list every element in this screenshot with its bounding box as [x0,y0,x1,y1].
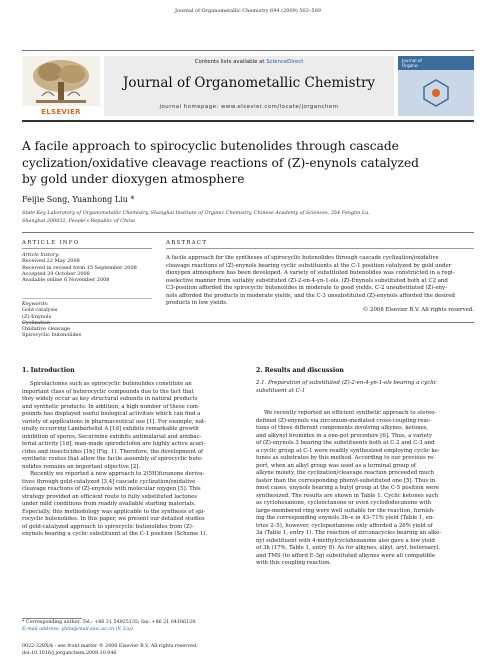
article-info-heading: ARTICLE INFO [22,240,80,246]
body-line: enynols bearing a cyclic substituent at the C-1 position (Scheme 1). [22,531,208,537]
cover-molecule-graphic [416,78,456,108]
journal-reference: Journal of Organometallic Chemistry 694 (2009) 502–509 [175,8,321,14]
abstract-line: C3-position afforded the spirocyclic butenolides in moderate to good yields. C-2 unsubstituted (Z)-eny- [166,285,447,291]
keyword: Gold catalysis [22,307,58,314]
body-line: pounds has displayed useful biological activities which can find a [22,411,201,417]
header-top-rule [22,50,474,51]
body-line: We recently reported an efficient synthetic approach to stereo- [264,410,437,416]
section-rule [22,232,474,233]
body-line: as cyclohexanone, cyclooctanone or even cyclododecanone with [256,500,432,506]
contents-prefix: Contents lists available at [194,59,267,65]
body-line: ing the corresponding enynols 3b–e in 43–71% yield (Table 1, en- [256,515,435,521]
body-line: of 3h (17%, Table 1, entry 8). As for alkynes, alkyl, aryl, heteroaryl, [256,545,441,551]
title-line: cyclization/oxidative cleavage reactions of (Z)-enynols catalyzed [22,155,419,170]
abstract-line: A facile approach for the syntheses of spirocyclic butenolides through cascade cyclization/oxidative [166,255,439,261]
body-line: with this coupling reaction. [256,560,332,566]
affiliation-line: Shanghai 200032, People's Republic of China [22,217,135,224]
body-line: defined (Z)-enynols via zirconium-mediated cross-coupling reac- [256,417,432,424]
body-line: urally occurring Lambertellol A [1d] exhibits remarkable growth [22,426,199,432]
keyword: Cyclization [22,319,51,326]
abstract-line: nols afforded the products in moderate yields, and the C-3 unsubstituted (Z)-enynols afforded the desired [166,292,455,299]
body-line: inhibition of spores, Securinine exhibits antimalarial and antibac- [22,433,202,440]
keyword: (Z)-Enynols [22,313,52,320]
sciencedirect-link[interactable]: ScienceDirect [266,59,304,65]
body-line: important class of heterocyclic compounds due to the fact that [22,388,194,395]
body-line: 3a (Table 1, entry 1). The reaction of zirconacycles bearing an alke- [256,530,442,536]
body-line: nolides remains an important objective [2]. [22,463,141,470]
email-link[interactable]: E-mail address: yhliu@mail.sioc.ac.cn (Y. Liu). [22,626,135,632]
accepted-date: Accepted 29 October 2008 [22,270,90,277]
body-line: under mild conditions from readily available starting materials. [22,501,196,507]
cover-title [402,59,422,68]
body-line: and TMS (to afford E-3g) substituted alkynes were all compatible [256,552,436,559]
body-line: tries 2–5), however, cyclopentanone only afforded a 26% yield of [256,522,433,529]
body-line: tives through gold-catalyzed [3,4] cascade cyclization/oxidative [22,478,196,485]
body-line: a cyclic group at C-1 were readily synthesized employing cyclic ke- [256,447,440,454]
article-info-rule [22,248,152,249]
body-line: cleavage reactions of (Z)-enynols with molecular oxygen [5]. This [22,486,201,492]
body-line: and synthetic products. In addition, a high number of these com- [22,403,200,410]
history-label: Article history: [22,252,60,258]
body-line: synthesized. The results are shown in Table 1. Cyclic ketones such [256,492,439,499]
journal-homepage[interactable]: journal homepage: www.elsevier.com/locate/jorganchem [159,104,339,110]
body-line: nyl substituent with 4-methylcyclohexanone also gave a low yield [256,537,435,544]
body-line: terial activity [1d], man-made spirodiclofen are highly active acari- [22,441,206,447]
corresponding-author-footnote [22,620,238,633]
keywords-rule [22,298,152,299]
body-line: they widely occur as key structural subunits in natural products [22,396,198,402]
body-rule [22,322,474,323]
body-line: large-membered ring were well suitable for the reaction, furnish- [256,507,435,514]
author-affiliation [22,210,472,225]
title-line: by gold under dioxygen atmosphere [22,172,245,186]
subsection-line: 2.1. Preparation of substituted (Z)-2-en-4-yn-1-ols bearing a cyclic [256,380,437,386]
body-line: Spirolactones such as spirocyclic butenolides constitute an [30,381,192,387]
body-line: rocyclic butenolides. In this paper, we present our detailed studies [22,516,205,522]
introduction-heading: 1. Introduction [22,367,75,374]
body-line: most cases, enynols bearing a butyl group at the C-5 position were [256,485,440,491]
footnote-rule [22,618,82,619]
abstract-rule [166,248,474,249]
doi-line[interactable]: doi:10.1016/j.jorganchem.2008.10.046 [22,650,117,656]
keyword: Oxidative cleavage [22,326,70,333]
copyright-notice: © 2008 Elsevier B.V. All rights reserved. [362,307,474,313]
body-line: of (Z)-enynols 3 bearing the substituents both at C-2 and C-3 and [256,440,435,446]
abstract-line: products in low yields. [166,300,228,306]
keyword: Spirocyclic butenolides [22,332,82,339]
abstract-heading: ABSTRACT [166,240,208,246]
body-line: synthetic routes that allow the facile assembly of spirocyclic bute- [22,456,204,462]
publisher-name: ELSEVIER [41,108,81,116]
body-line: alkyne moiety, the cyclization/cleavage reaction proceeded much [256,470,435,476]
elsevier-tree-logo [22,56,100,114]
article-authors: Feijie Song, Yuanhong Liu * [22,195,135,204]
body-line: and alkynyl bromides in a one-pot procedure [6]. Thus, a variety [256,432,432,439]
received-date: Received 22 May 2008 [22,258,80,265]
body-line: Especially, this methodology was applicable to the synthesis of spi- [22,508,206,515]
issn-line: 0022-328X/$ - see front matter © 2008 Elsevier B.V. All rights reserved. [22,644,198,649]
cover-line-2: Organo- [402,62,419,68]
affiliation-line: State Key Laboratory of Organometallic Chemistry, Shanghai Institute of Organic Chemistry, Chinese Academy of Sciences, 354 Fenglin Lu, [22,210,370,216]
keywords-block [22,301,152,339]
subsection-heading [256,380,474,395]
revised-date: Received in revised form 15 September 2008 [22,264,137,271]
body-line: tones as substrates by this method. According to our previous re- [256,455,436,461]
header-bottom-rule [22,120,474,122]
article-history [22,252,152,283]
journal-title: Journal of Organometallic Chemistry [122,75,376,91]
journal-cover-image [398,56,474,116]
online-date: Available online 6 November 2008 [22,277,110,284]
title-line: A facile approach to spirocyclic butenolides through cascade [22,139,399,153]
article-title [22,138,472,188]
abstract-line: dioxygen atmosphere has been developed. A variety of substituted butenolides was constructed in a regi- [166,270,455,276]
body-line: strategy provided an efficient route to fully substituted lactones [22,493,198,500]
subsection-line: substituent at C-1 [256,387,305,394]
contents-line [104,59,394,65]
abstract-text [166,255,474,308]
results-heading: 2. Results and discussion [256,367,344,374]
body-line: faster than the corresponding phenyl-substituted one [5]. Thus in [256,477,436,484]
body-line: tions of three different components involving alkynes, ketones, [256,425,429,431]
body-line: cides and insecticides [1h] (Fig. 1). Therefore, the development of [22,448,204,455]
introduction-body [22,381,238,539]
abstract-line: cleavage reactions of (Z)-enynols bearing cyclic substituents at the C-1 position catalyzed by gold under [166,262,452,269]
results-body [256,410,474,568]
keywords-label: Keywords: [22,301,49,307]
cover-line-1: Journal of [402,58,422,63]
abstract-line: oselective manner from suitably substituted (Z)-2-en-4-yn-1-ols. (Z)-Enynols substituted both at C2 and [166,277,448,284]
body-line: variety of applications in pharmaceutical use [1]. For example, nat- [22,418,206,425]
footnote-line: * Corresponding author. Tel.: +86 21 54925135; fax: +86 21 64166128. [22,620,197,625]
page-footer [22,644,322,657]
body-line: port, when an alkyl group was used as a terminal group of [256,462,416,469]
body-line: Recently we reported a new approach to 2(5H)furanone deriva- [30,471,205,477]
body-line: of gold-catalyzed approach to spirocyclic butenolides from (Z)- [22,523,194,530]
